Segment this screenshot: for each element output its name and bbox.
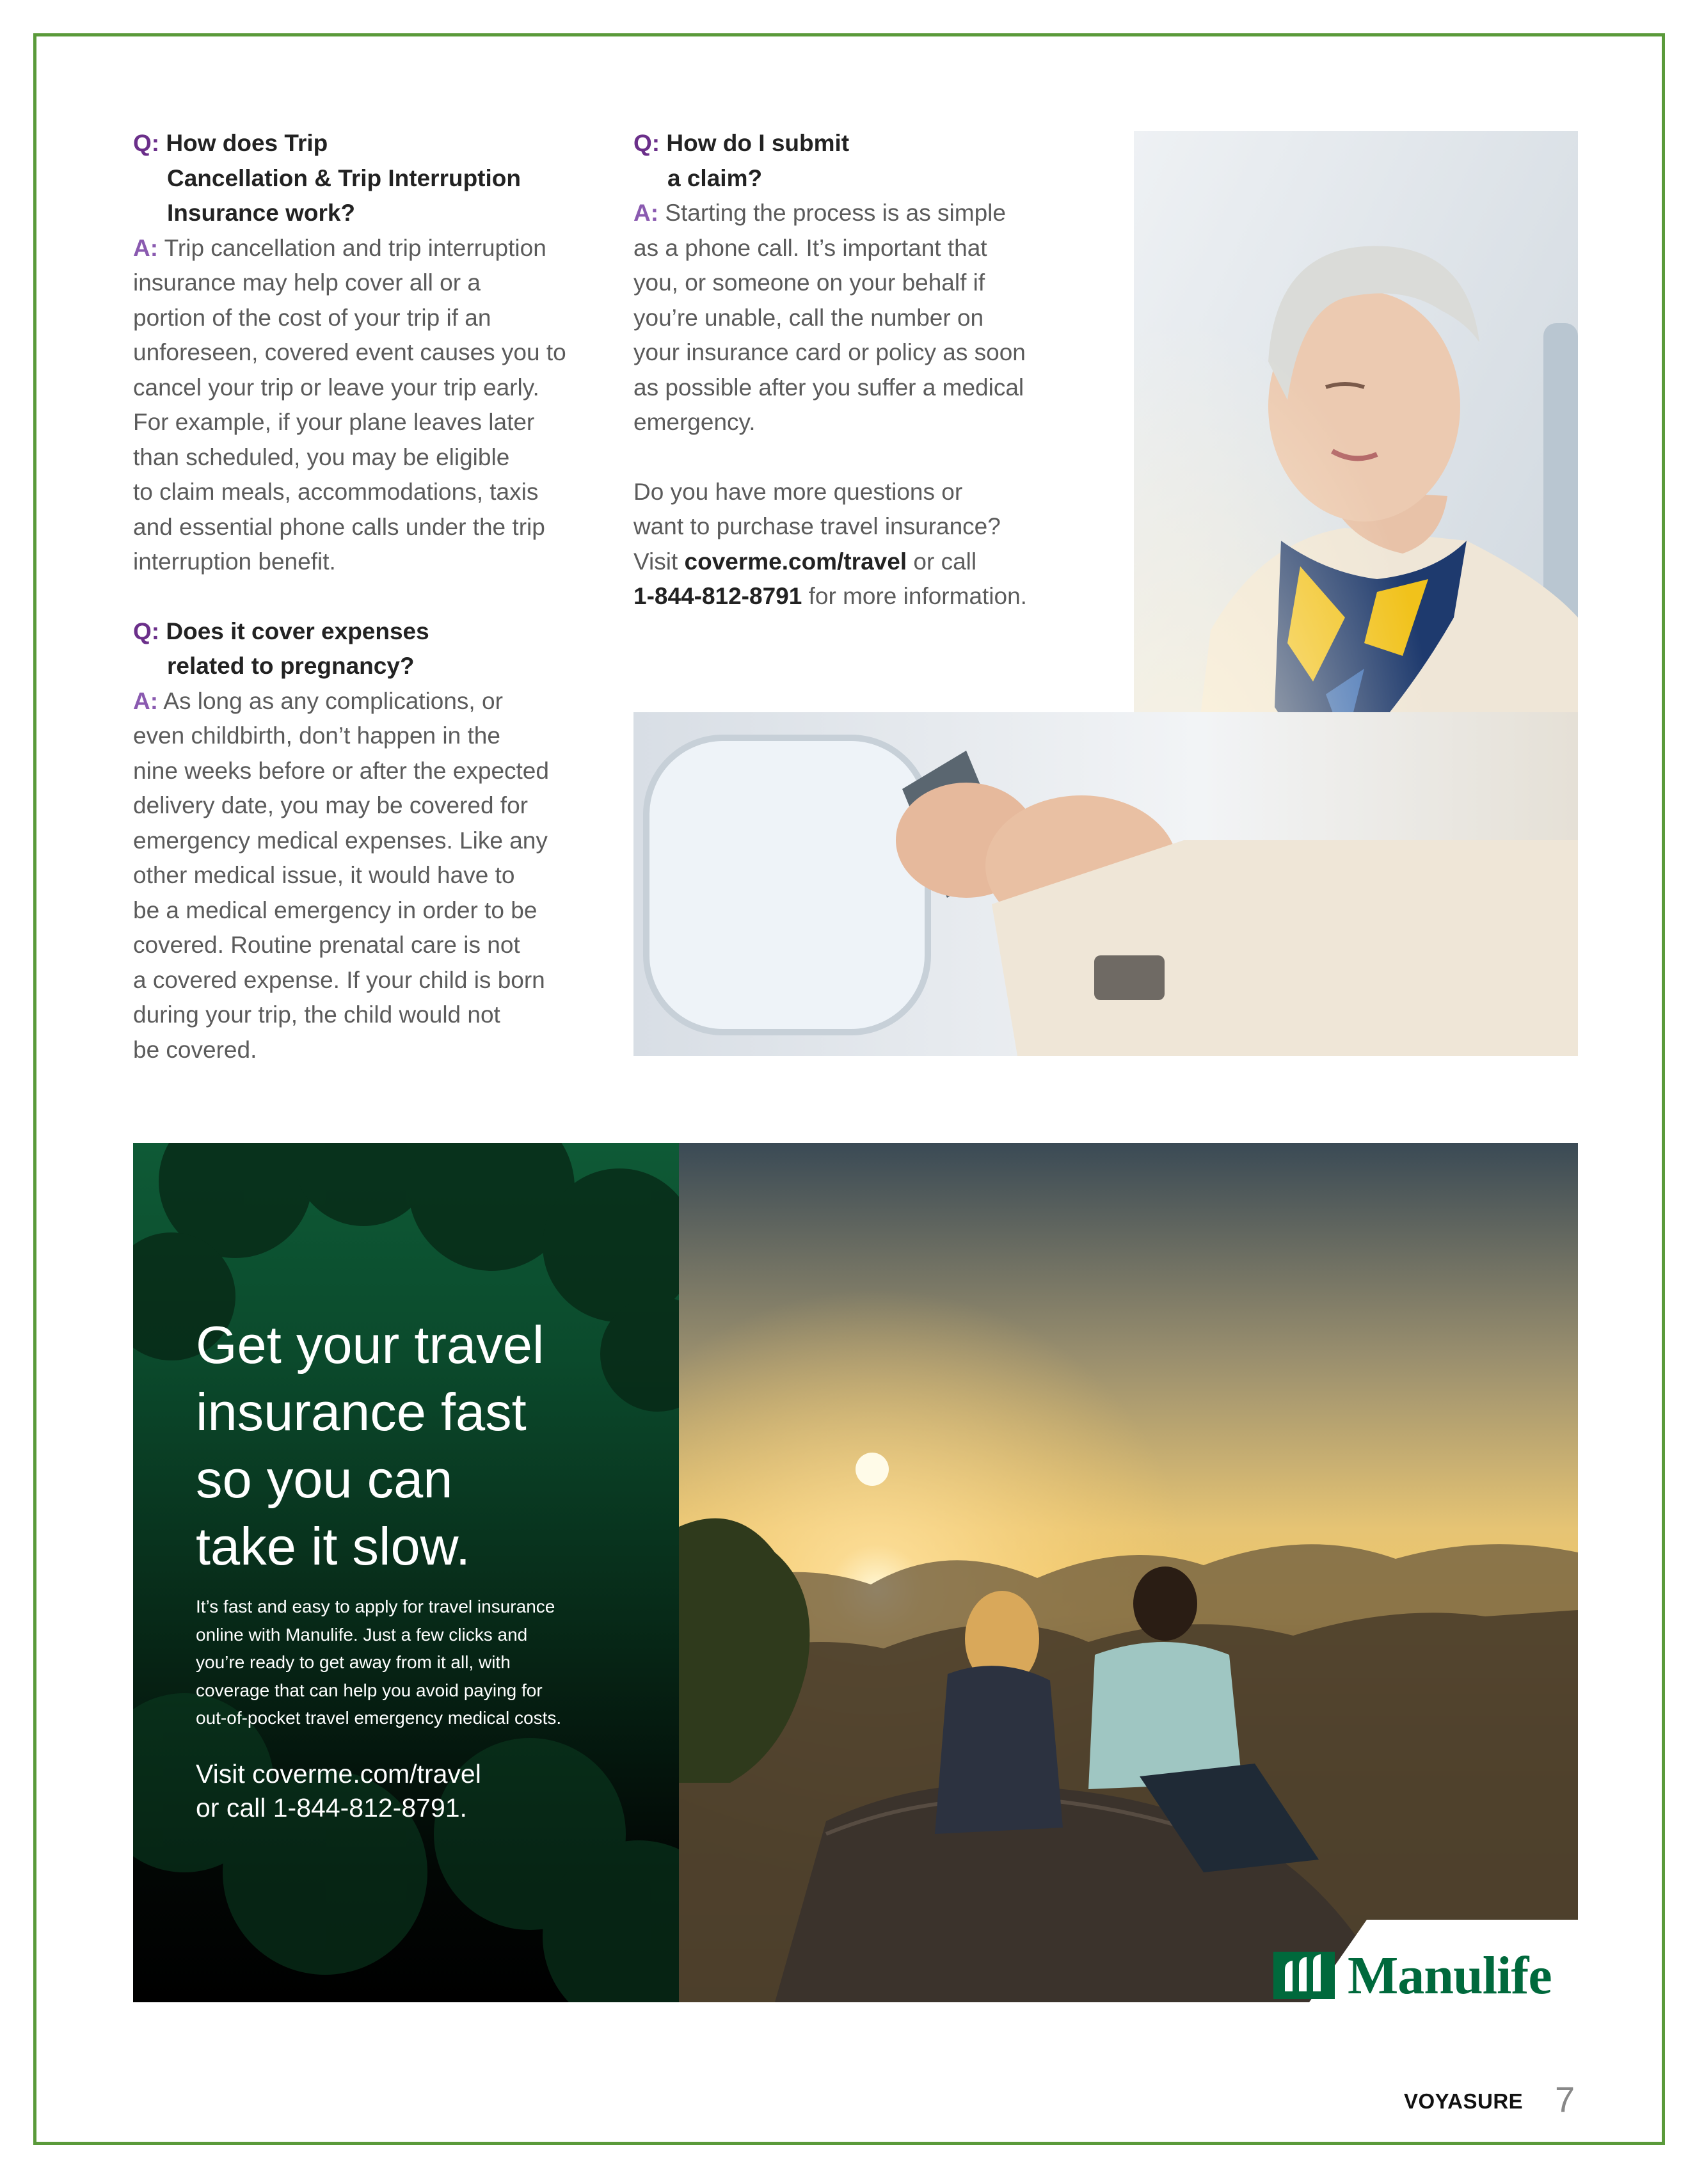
- answer-text: As long as any complications, or: [163, 687, 503, 714]
- answer-text: delivery date, you may be covered for: [133, 792, 528, 818]
- answer-text: than scheduled, you may be eligible: [133, 443, 510, 470]
- question-text: Cancellation & Trip Interruption: [167, 164, 521, 191]
- q-label: Q:: [133, 618, 160, 644]
- body-line: It’s fast and easy to apply for travel insurance: [196, 1597, 555, 1616]
- answer-text: cancel your trip or leave your trip early.: [133, 374, 539, 401]
- answer-text: during your trip, the child would not: [133, 1001, 500, 1028]
- answer-text: interruption benefit.: [133, 548, 336, 575]
- answer-text: you’re unable, call the number on: [633, 304, 984, 331]
- ad-forest-panel: [133, 1143, 679, 2002]
- answer-text: a covered expense. If your child is born: [133, 966, 545, 993]
- answer-text: be a medical emergency in order to be: [133, 897, 537, 923]
- faq-answer-2: [133, 684, 619, 1068]
- answer-text: nine weeks before or after the expected: [133, 757, 549, 784]
- body-line: online with Manulife. Just a few clicks and: [196, 1624, 528, 1645]
- headline-line: Get your travel: [196, 1315, 545, 1375]
- answer-text: your insurance card or policy as soon: [633, 339, 1026, 365]
- answer-text: emergency.: [633, 409, 756, 435]
- manulife-logo: [1273, 1945, 1578, 2005]
- body-line: coverage that can help you avoid paying for: [196, 1680, 543, 1700]
- sunset-couple-photo: [679, 1143, 1578, 2002]
- answer-text: you, or someone on your behalf if: [633, 269, 985, 296]
- cta-line: Visit coverme.com/travel: [196, 1759, 481, 1789]
- q-label: Q:: [633, 130, 660, 156]
- answer-text: insurance may help cover all or a: [133, 269, 481, 296]
- question-text: a claim?: [667, 164, 763, 191]
- answer-text: and essential phone calls under the trip: [133, 513, 545, 540]
- a-label: A:: [133, 234, 159, 261]
- headline-line: so you can: [196, 1449, 453, 1509]
- phone-number[interactable]: 1-844-812-8791: [633, 583, 802, 609]
- footer-brand: VOYASURE: [1404, 2089, 1524, 2113]
- cabin-window-photo: [633, 712, 1578, 1056]
- faq-question-2: [133, 614, 619, 684]
- question-text: How do I submit: [666, 130, 850, 156]
- answer-text: covered. Routine prenatal care is not: [133, 932, 520, 958]
- coverme-link[interactable]: coverme.com/travel: [684, 548, 907, 575]
- answer-text: emergency medical expenses. Like any: [133, 827, 548, 854]
- visit-prefix: Visit: [633, 548, 685, 575]
- answer-text: to claim meals, accommodations, taxis: [133, 479, 539, 505]
- answer-text: Starting the process is as simple: [665, 200, 1006, 226]
- manulife-wordmark: Manulife: [1348, 1945, 1552, 2005]
- question-text: Insurance work?: [167, 200, 356, 226]
- faq-question-1: [133, 126, 619, 231]
- cta-line: or call 1-844-812-8791.: [196, 1793, 467, 1822]
- answer-text: as a phone call. It’s important that: [633, 234, 987, 261]
- ad-call-to-action[interactable]: [196, 1757, 669, 1825]
- body-line: out-of-pocket travel emergency medical costs.: [196, 1708, 562, 1728]
- faq-left-column: [133, 126, 619, 1067]
- faq-question-3: [633, 126, 1133, 196]
- faq-answer-3: [633, 196, 1133, 440]
- answer-text: portion of the cost of your trip if an: [133, 304, 491, 331]
- answer-text: as possible after you suffer a medical: [633, 374, 1024, 401]
- answer-text: For example, if your plane leaves later: [133, 409, 535, 435]
- q-label: Q:: [133, 130, 160, 156]
- question-text: Does it cover expenses: [166, 618, 429, 644]
- headline-line: insurance fast: [196, 1382, 527, 1442]
- visit-suffix: or call: [907, 548, 977, 575]
- phone-suffix: for more information.: [802, 583, 1027, 609]
- answer-text: other medical issue, it would have to: [133, 862, 515, 888]
- manulife-ad: [133, 1143, 1578, 2002]
- question-text: related to pregnancy?: [167, 653, 415, 679]
- a-label: A:: [133, 687, 159, 714]
- more-info-text: [633, 475, 1133, 614]
- faq-answer-1: [133, 231, 619, 580]
- answer-text: be covered.: [133, 1036, 257, 1063]
- body-line: you’re ready to get away from it all, with: [196, 1652, 511, 1673]
- answer-text: unforeseen, covered event causes you to: [133, 339, 566, 365]
- faq-right-column: [633, 126, 1133, 614]
- headline-line: take it slow.: [196, 1517, 471, 1576]
- ad-headline: [196, 1311, 669, 1580]
- a-label: A:: [633, 200, 659, 226]
- more-info-line: Do you have more questions or: [633, 478, 963, 505]
- page-number: 7: [1555, 2079, 1575, 2119]
- manulife-emblem-icon: [1273, 1952, 1335, 1999]
- question-text: How does Trip: [166, 130, 328, 156]
- answer-text: even childbirth, don’t happen in the: [133, 722, 500, 749]
- more-info-line: want to purchase travel insurance?: [633, 513, 1001, 539]
- ad-body-text: [196, 1593, 669, 1732]
- answer-text: Trip cancellation and trip interruption: [164, 234, 546, 261]
